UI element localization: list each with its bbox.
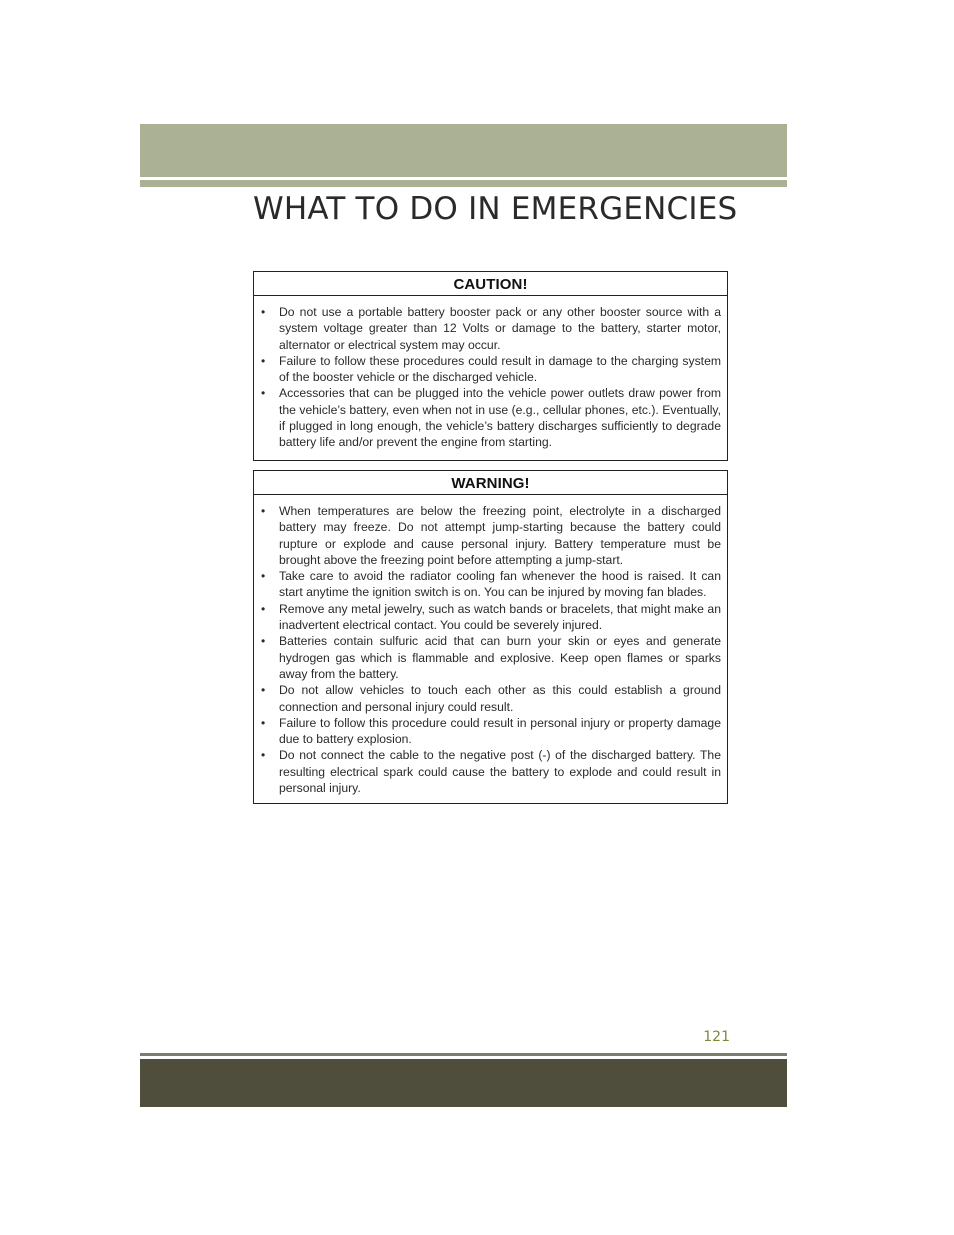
caution-box xyxy=(253,271,728,461)
warning-item-text: Remove any metal jewelry, such as watch bands or bracelets, that might make an inadvertent electrical contact. You could be severely injured. xyxy=(279,601,721,633)
caution-item-text: Do not use a portable battery booster pack or any other booster source with a system voltage greater than 12 Volts or damage to the battery, starter motor, alternator or electrical system may occur. xyxy=(279,305,721,352)
caution-item-text: Accessories that can be plugged into the vehicle power outlets draw power from the vehicle’s battery, even when not in use (e.g., cellular phones, etc.). Eventually, if plugged in long enough, the vehicle’s battery discharges sufficiently to degrade battery life and/or prevent the engine from starting. xyxy=(279,386,721,450)
warning-item xyxy=(261,568,721,601)
page-number: 121 xyxy=(703,1029,730,1045)
warning-item-text: Do not connect the cable to the negative post (-) of the discharged battery. The resulting electrical spark could cause the battery to explode and could result in personal injury. xyxy=(279,748,721,796)
caution-list xyxy=(254,296,727,451)
caution-heading: CAUTION! xyxy=(254,272,727,296)
bullet-icon: • xyxy=(261,715,266,730)
bullet-icon: • xyxy=(261,748,266,763)
warning-list xyxy=(254,495,727,796)
warning-item xyxy=(261,715,721,748)
bullet-icon: • xyxy=(261,504,266,518)
bullet-icon: • xyxy=(261,683,266,698)
warning-item xyxy=(261,682,721,715)
warning-item xyxy=(261,633,721,682)
caution-item xyxy=(261,304,721,353)
bullet-icon: • xyxy=(261,634,266,649)
bullet-icon: • xyxy=(261,386,266,401)
bullet-icon: • xyxy=(261,305,266,319)
warning-box xyxy=(253,470,728,804)
footer-stripe xyxy=(140,1053,787,1056)
caution-item xyxy=(261,385,721,450)
warning-item-text: Failure to follow this procedure could result in personal injury or property damage due to battery explosion. xyxy=(279,715,721,747)
bullet-icon: • xyxy=(261,353,266,368)
caution-item-text: Failure to follow these procedures could result in damage to the charging system of the booster vehicle or the discharged vehicle. xyxy=(279,353,721,385)
header-band xyxy=(140,124,787,177)
bullet-icon: • xyxy=(261,569,266,584)
header-stripe xyxy=(140,180,787,187)
warning-item-text: Take care to avoid the radiator cooling fan whenever the hood is raised. It can start anytime the ignition switch is on. You can be injured by moving fan blades. xyxy=(279,569,721,600)
warning-item-text: When temperatures are below the freezing point, electrolyte in a discharged battery may freeze. Do not attempt jump-starting because the battery could rupture or explode and cause personal injury. Battery temperature must be brought above the freezing point before attempting a jump-start. xyxy=(279,504,721,567)
warning-heading: WARNING! xyxy=(254,471,727,495)
page-title: WHAT TO DO IN EMERGENCIES xyxy=(253,191,738,227)
warning-item-text: Batteries contain sulfuric acid that can burn your skin or eyes and generate hydrogen gas which is flammable and explosive. Keep open flames or sparks away from the battery. xyxy=(279,634,721,681)
warning-item xyxy=(261,503,721,568)
caution-item xyxy=(261,353,721,386)
warning-item xyxy=(261,747,721,796)
bullet-icon: • xyxy=(261,601,266,616)
warning-item-text: Do not allow vehicles to touch each other as this could establish a ground connection and personal injury could result. xyxy=(279,683,721,714)
warning-item xyxy=(261,601,721,634)
footer-band xyxy=(140,1059,787,1107)
